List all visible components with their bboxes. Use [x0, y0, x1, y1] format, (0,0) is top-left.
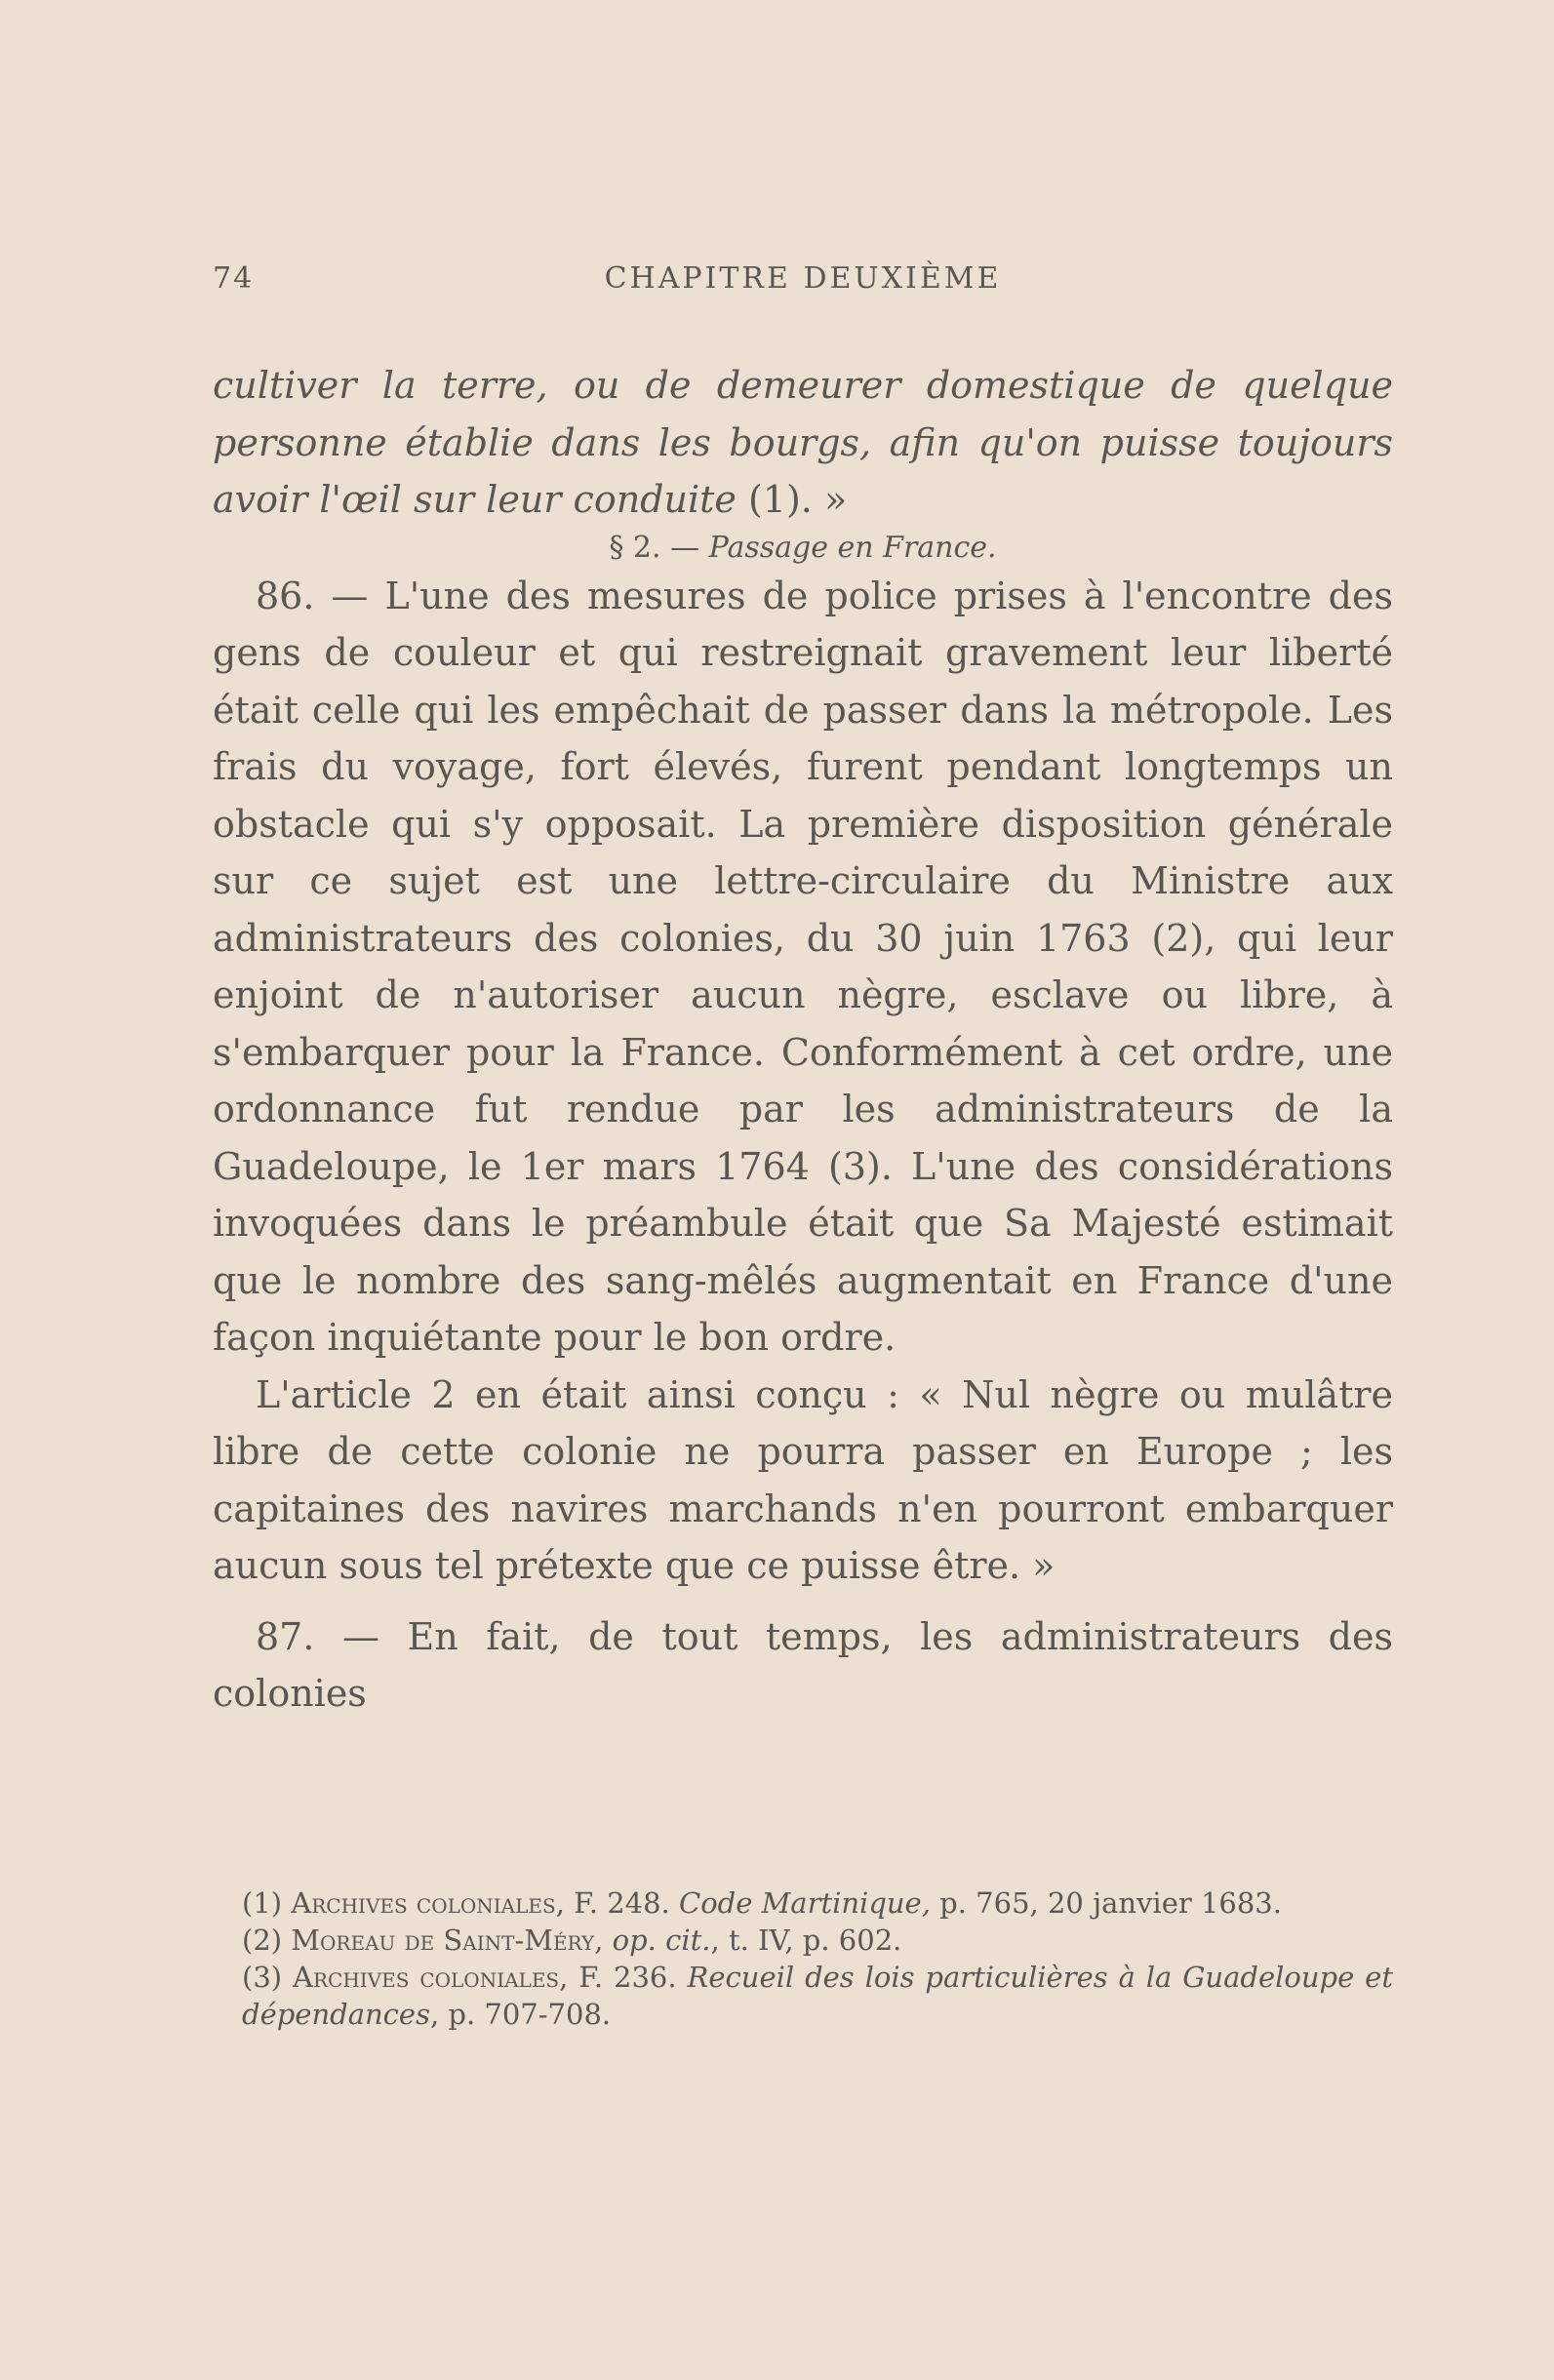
- footnote-title: op. cit.: [612, 1924, 711, 1957]
- section-title: Passage en France.: [708, 530, 997, 565]
- quote-tail: (1). »: [736, 478, 848, 521]
- chapter-title: CHAPITRE DEUXIÈME: [604, 261, 1002, 296]
- page-number: 74: [213, 261, 255, 296]
- main-text: [213, 357, 1393, 1723]
- footnote-1: [213, 1884, 1393, 1922]
- footnote-mark: (3): [242, 1961, 294, 1994]
- footnote-source: Moreau de Saint-Méry: [291, 1924, 595, 1957]
- running-header: [213, 261, 1393, 300]
- footnote-mark: (2): [242, 1924, 292, 1957]
- section-number: § 2. —: [609, 530, 709, 565]
- paragraph-86: 86. — L'une des mesures de police prises à l'encontre des gens de couleur et qui restreignait gravement leur liberté était celle qui les empêchait de passer dans la métropole. Les frais du voyage, fort élevés, furent pendant longtemps un obstacle qui s'y opposait. La première disposition générale sur ce sujet est une lettre-circulaire du Ministre aux administrateurs des colonies, du 30 juin 1763 (2), qui leur enjoint de n'autoriser aucun nègre, esclave ou libre, à s'embarquer pour la France. Conformément à cet ordre, une ordonnance fut rendue par les administrateurs de la Guadeloupe, le 1er mars 1764 (3). L'une des considérations invoquées dans le préambule était que Sa Majesté estimait que le nombre des sang-mêlés augmentait en France d'une façon inquiétante pour le bon ordre.: [213, 574, 1393, 1359]
- footnote-title: Recueil des lois particulières à la Guadeloupe et dépendances: [242, 1961, 1393, 2031]
- footnote-title: Code Martinique,: [679, 1886, 931, 1920]
- footnote-rest: p. 765, 20 janvier 1683.: [930, 1886, 1282, 1920]
- footnote-mark: (1): [242, 1886, 292, 1920]
- footnote-ref: ,: [594, 1924, 613, 1957]
- footnotes: [213, 1884, 1393, 2033]
- section-heading: [213, 529, 1393, 568]
- quote-italic: cultiver la terre, ou de demeurer domestique de quelque personne établie dans les bourgs, afin qu'on puisse toujours avoir l'œil sur leur conduite: [213, 364, 1393, 521]
- footnote-2: [213, 1922, 1393, 1959]
- paragraph-87: 87. — En fait, de tout temps, les administrateurs des colonies: [213, 1614, 1393, 1715]
- footnote-ref: , F. 248.: [555, 1886, 679, 1920]
- footnote-ref: , F. 236.: [559, 1961, 688, 1994]
- footnote-source: Archives coloniales: [293, 1961, 560, 1994]
- footnote-rest: , t. IV, p. 602.: [710, 1924, 902, 1957]
- footnote-3: [213, 1959, 1393, 2033]
- paragraph-article-2: L'article 2 en était ainsi conçu : « Nul nègre ou mulâtre libre de cette colonie ne pourra passer en Europe ; les capitaines des navires marchands n'en pourront embarquer aucun sous tel prétexte que ce puisse être. »: [213, 1372, 1393, 1587]
- footnote-source: Archives coloniales: [291, 1886, 556, 1920]
- quote-continuation: [213, 357, 1393, 529]
- footnote-rest: , p. 707-708.: [429, 1998, 612, 2031]
